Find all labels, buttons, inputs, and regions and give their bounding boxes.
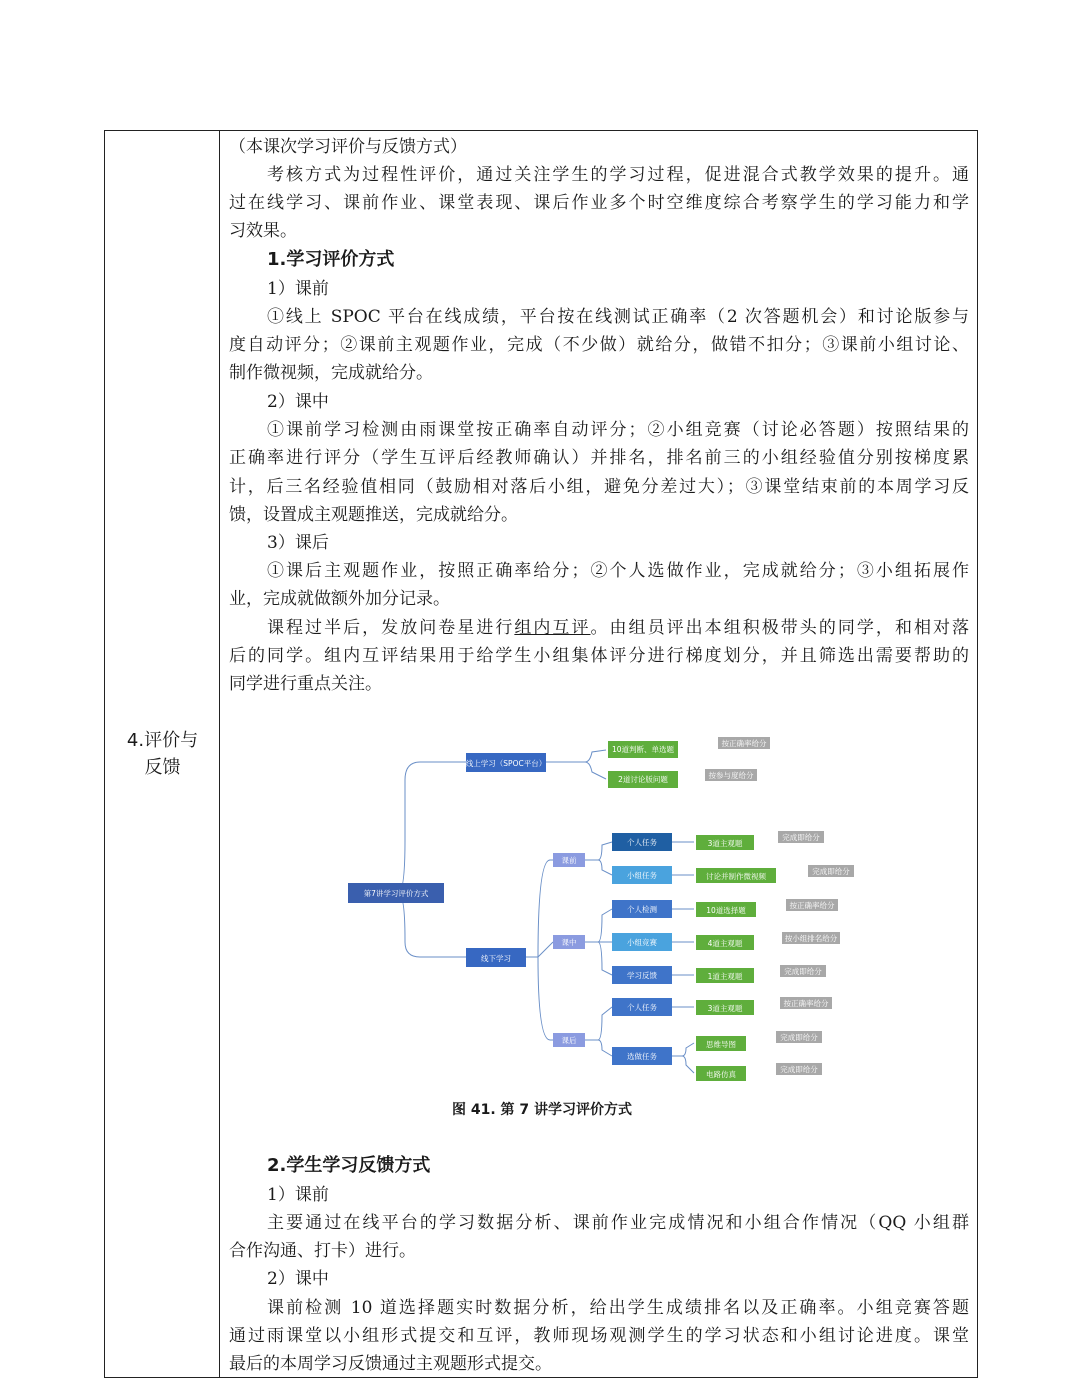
peer-review-line: 后的同学。组内互评结果用于给学生小组集体评分进行梯度划分，并且筛选出需要帮助的 <box>229 646 969 666</box>
mindmap-task: 小组任务 <box>627 871 657 880</box>
mindmap-note: 按正确率给分 <box>789 901 835 910</box>
mindmap-note: 完成即给分 <box>782 833 820 842</box>
peer-review-term: 组内互评 <box>514 618 591 638</box>
mindmap-note: 完成即给分 <box>784 967 822 976</box>
pre-class-line: 度自动评分；②课前主观题作业，完成（不少做）就给分，做错不扣分；③课前小组讨论、 <box>229 335 969 355</box>
mindmap-sub: 电路仿真 <box>706 1070 736 1079</box>
evaluation-mindmap <box>220 720 860 1090</box>
feedback-mid-line: 课前检测 10 道选择题实时数据分析，给出学生成绩排名以及正确率。小组竞赛答题 <box>267 1298 969 1318</box>
mindmap-online-note: 按正确率给分 <box>721 739 767 748</box>
post-class-line: ①课后主观题作业，按照正确率给分；②个人选做作业，完成就给分；③小组拓展作 <box>267 561 969 581</box>
feedback-mid-line: 最后的本周学习反馈通过主观题形式提交。 <box>229 1354 552 1374</box>
section-label: 4.评价与 反馈 <box>126 730 199 778</box>
mindmap-online-item: 10道判断、单选题 <box>611 745 675 754</box>
mindmap-phase: 课前 <box>561 856 577 865</box>
pre-class-line: ①线上 SPOC 平台在线成绩，平台按在线测试正确率（2 次答题机会）和讨论版参与 <box>267 307 969 327</box>
mindmap-sub: 1道主观题 <box>707 972 743 981</box>
intro-heading: （本课次学习评价与反馈方式） <box>229 137 467 157</box>
in-class-line: ①课前学习检测由雨课堂按正确率自动评分；②小组竞赛（讨论必答题）按照结果的 <box>267 420 969 440</box>
mindmap-task: 个人任务 <box>627 838 657 847</box>
pre-class-line: 制作微视频，完成就给分。 <box>229 363 433 383</box>
mindmap-note: 完成即给分 <box>780 1033 818 1042</box>
intro-line: 过在线学习、课前作业、课堂表现、课后作业多个时空维度综合考察学生的学习能力和学 <box>229 193 969 213</box>
mindmap-sub: 3道主观题 <box>707 1004 743 1013</box>
mindmap-note: 按正确率给分 <box>783 999 829 1008</box>
mindmap-sub: 讨论并制作微视频 <box>706 872 766 881</box>
mindmap-sub: 3道主观题 <box>707 839 743 848</box>
mindmap-nodes <box>348 737 854 1081</box>
mindmap-task: 个人任务 <box>627 1003 657 1012</box>
heading-feedback: 2.学生学习反馈方式 <box>267 1155 431 1176</box>
intro-line: 习效果。 <box>229 221 297 241</box>
mindmap-sub: 10道选择题 <box>706 906 746 915</box>
figure-caption: 图 41. 第 7 讲学习评价方式 <box>451 1102 633 1118</box>
mindmap-phase: 课后 <box>561 1036 577 1045</box>
feedback-mid-label: 2）课中 <box>267 1269 329 1289</box>
mindmap-task: 小组竞赛 <box>627 938 657 947</box>
post-class-label: 3）课后 <box>267 533 329 553</box>
feedback-pre-label: 1）课前 <box>267 1185 329 1205</box>
feedback-pre-line: 主要通过在线平台的学习数据分析、课前作业完成情况和小组合作情况（QQ 小组群 <box>267 1213 969 1233</box>
feedback-pre-line: 合作沟通、打卡）进行。 <box>229 1241 416 1261</box>
mindmap-online-note: 按参与度给分 <box>708 771 754 780</box>
peer-review-line: 课程过半后，发放问卷星进行组内互评。由组员评出本组积极带头的同学，和相对落 <box>267 618 970 638</box>
heading-evaluation: 1.学习评价方式 <box>267 249 395 270</box>
mindmap-task: 学习反馈 <box>627 971 657 980</box>
mindmap-task: 选做任务 <box>627 1052 657 1061</box>
mindmap-sub: 4道主观题 <box>707 939 743 948</box>
in-class-label: 2）课中 <box>267 392 329 412</box>
mindmap-note: 完成即给分 <box>812 867 850 876</box>
mindmap-note: 完成即给分 <box>780 1065 818 1074</box>
peer-review-line: 同学进行重点关注。 <box>229 674 382 694</box>
in-class-line: 正确率进行评分（学生互评后经教师确认）并排名，排名前三的小组经验值分别按梯度累 <box>229 448 969 468</box>
mindmap-note: 按小组排名给分 <box>784 934 838 943</box>
mindmap-offline: 线下学习 <box>481 954 511 963</box>
intro-line: 考核方式为过程性评价，通过关注学生的学习过程，促进混合式教学效果的提升。通 <box>267 165 969 185</box>
in-class-line: 计，后三名经验值相同（鼓励相对落后小组，避免分差过大）；③课堂结束前的本周学习反 <box>229 477 969 497</box>
feedback-mid-line: 通过雨课堂以小组形式提交和互评，教师现场观测学生的学习状态和小组讨论进度。课堂 <box>229 1326 969 1346</box>
in-class-line: 馈，设置成主观题推送，完成就给分。 <box>229 505 518 525</box>
mindmap-online-item: 2道讨论版问题 <box>618 775 668 784</box>
mindmap-online: 线上学习（SPOC平台） <box>465 759 547 768</box>
mindmap-sub: 思维导图 <box>706 1040 736 1049</box>
post-class-line: 业，完成就做额外加分记录。 <box>229 589 450 609</box>
mindmap-phase: 课中 <box>561 938 577 947</box>
pre-class-label: 1）课前 <box>267 279 329 299</box>
mindmap-root: 第7讲学习评价方式 <box>363 889 429 898</box>
section-label-cell <box>105 131 220 1377</box>
mindmap-task: 个人检测 <box>627 905 657 914</box>
